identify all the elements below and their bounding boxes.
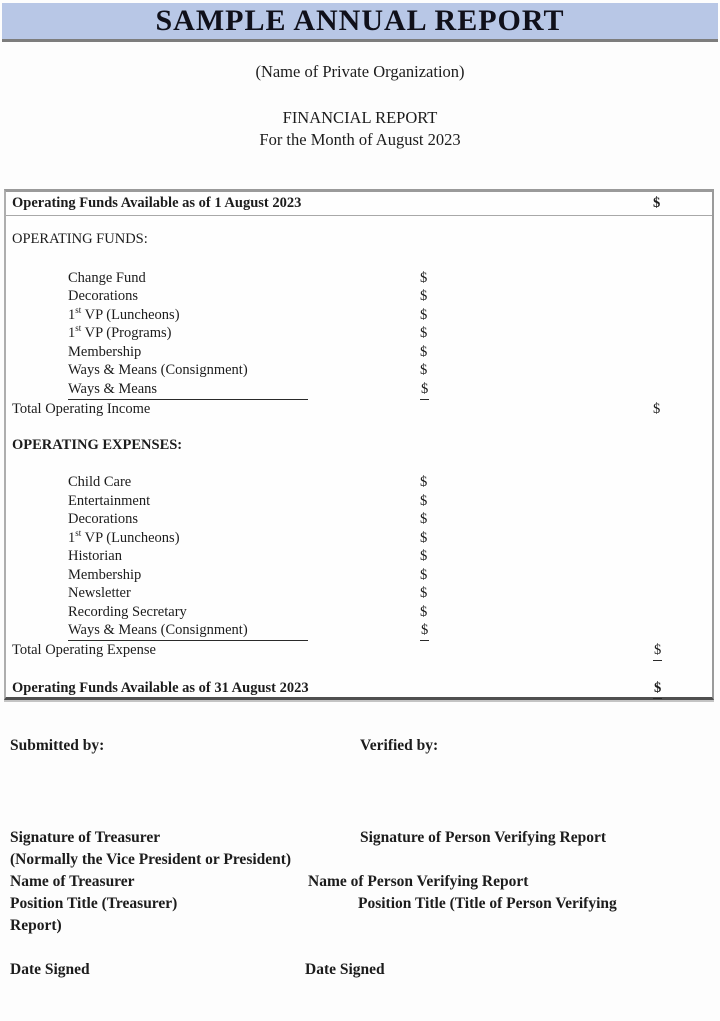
total-income-label: Total Operating Income (12, 401, 151, 417)
treasurer-signature-caption: Signature of Treasurer (10, 829, 161, 846)
line-item-row (12, 530, 706, 549)
line-item-label: 1st VP (Luncheons) (68, 305, 180, 323)
amount-cell: $ (420, 362, 428, 378)
expenses-section-heading: OPERATING EXPENSES: (12, 437, 183, 453)
line-item-row (12, 604, 706, 623)
line-item-label: Ways & Means (68, 381, 308, 400)
amount-cell: $ (420, 530, 428, 546)
title-banner (2, 3, 718, 42)
verifier-name-caption: Name of Person Verifying Report (308, 873, 529, 890)
line-item-label: Membership (68, 567, 142, 583)
line-item-label: Change Fund (68, 270, 146, 286)
line-item-row (12, 511, 706, 530)
line-item-row (12, 307, 706, 326)
amount-cell: $ (653, 642, 662, 661)
verifier-signature-caption: Signature of Person Verifying Report (360, 829, 606, 846)
treasurer-name-caption: Name of Treasurer (10, 873, 135, 890)
line-item-label: Decorations (68, 288, 139, 304)
amount-cell: $ (420, 288, 428, 304)
line-item-label: Ways & Means (Consignment) (68, 362, 248, 378)
amount-cell: $ (420, 381, 429, 400)
line-item-label: Ways & Means (Consignment) (68, 622, 308, 641)
closing-balance-row (12, 680, 706, 699)
line-item-label: Newsletter (68, 585, 131, 601)
line-item-row (12, 585, 706, 604)
line-item-row (12, 288, 706, 307)
line-item-label: Historian (68, 548, 122, 564)
total-expense-row (12, 642, 706, 661)
closing-balance-label: Operating Funds Available as of 31 August 2023 (12, 680, 309, 696)
amount-cell: $ (420, 325, 428, 341)
amount-cell: $ (420, 604, 428, 620)
financial-statement-box (4, 189, 714, 700)
amount-cell: $ (420, 511, 428, 527)
amount-cell: $ (420, 622, 429, 641)
line-item-row (12, 344, 706, 363)
verifier-note: (Normally the Vice President or President) (10, 851, 292, 868)
line-item-label: Recording Secretary (68, 604, 187, 620)
treasurer-date-caption: Date Signed (10, 961, 90, 978)
verifier-title-caption-line2: Report) (10, 917, 62, 934)
amount-cell: $ (653, 401, 661, 417)
line-item-label: Decorations (68, 511, 139, 527)
amount-cell: $ (653, 195, 661, 211)
line-item-row (12, 381, 706, 400)
line-item-row (12, 493, 706, 512)
amount-cell: $ (420, 307, 428, 323)
amount-cell: $ (420, 493, 428, 509)
verifier-title-caption-line1: Position Title (Title of Person Verifying (358, 895, 617, 912)
opening-balance-row (12, 195, 706, 214)
submitted-by-label: Submitted by: (10, 737, 105, 754)
amount-cell: $ (420, 585, 428, 601)
line-item-label: Membership (68, 344, 142, 360)
total-expense-label: Total Operating Expense (12, 642, 156, 658)
document-title: SAMPLE ANNUAL REPORT (155, 4, 565, 37)
amount-cell: $ (420, 344, 428, 360)
report-period: For the Month of August 2023 (259, 130, 461, 149)
verified-by-label: Verified by: (360, 737, 439, 754)
line-item-row (12, 548, 706, 567)
treasurer-title-caption: Position Title (Treasurer) (10, 895, 178, 912)
total-income-row (12, 401, 706, 420)
verifier-date-caption: Date Signed (305, 961, 385, 978)
amount-cell: $ (420, 270, 428, 286)
line-item-row (12, 567, 706, 586)
opening-balance-label: Operating Funds Available as of 1 August 2023 (12, 195, 302, 211)
divider (6, 215, 712, 216)
line-item-row (12, 270, 706, 289)
line-item-label: 1st VP (Programs) (68, 323, 172, 341)
line-item-row (12, 622, 706, 641)
amount-cell: $ (420, 474, 428, 490)
amount-cell: $ (420, 567, 428, 583)
line-item-label: 1st VP (Luncheons) (68, 528, 180, 546)
report-title: FINANCIAL REPORT (282, 108, 438, 127)
amount-cell: $ (420, 548, 428, 564)
funds-section-heading: OPERATING FUNDS: (12, 231, 148, 247)
line-item-label: Child Care (68, 474, 132, 490)
organization-name-line: (Name of Private Organization) (255, 62, 465, 81)
amount-cell: $ (653, 680, 662, 699)
line-item-row (12, 362, 706, 381)
line-item-row (12, 325, 706, 344)
line-item-label: Entertainment (68, 493, 151, 509)
line-item-row (12, 474, 706, 493)
